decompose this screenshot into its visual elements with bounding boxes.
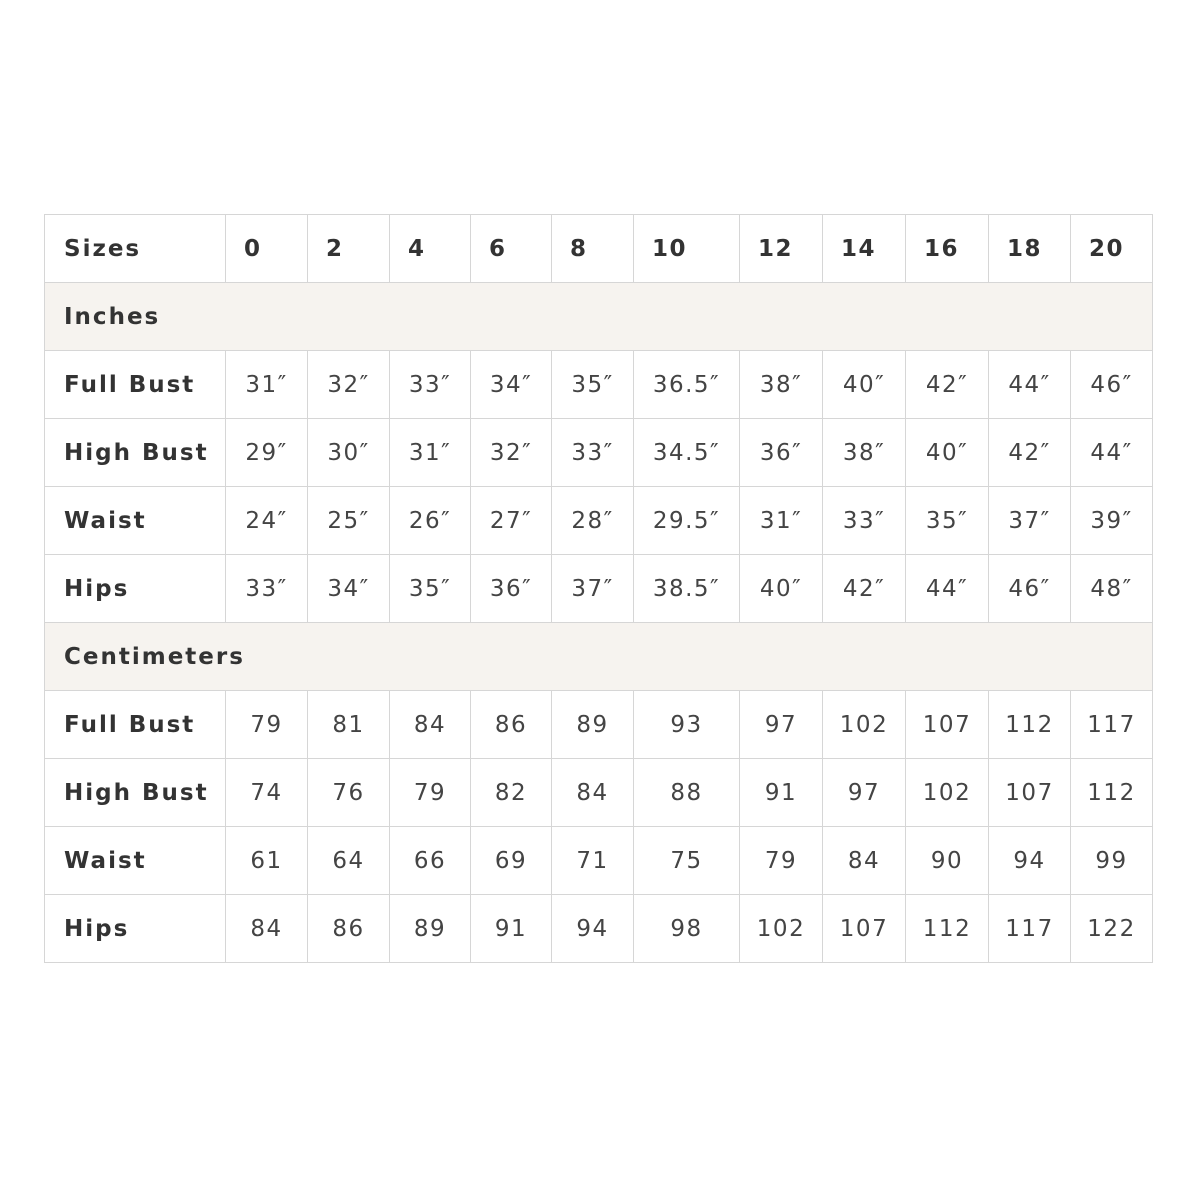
table-row xyxy=(45,487,1153,555)
size-header-cell: 10 xyxy=(634,215,740,283)
table-cell: 44″ xyxy=(906,555,989,623)
table-cell: 38″ xyxy=(823,419,906,487)
table-cell: 37″ xyxy=(552,555,634,623)
table-row xyxy=(45,555,1153,623)
table-cell: 35″ xyxy=(390,555,471,623)
table-cell: 89 xyxy=(552,691,634,759)
size-header-cell: 0 xyxy=(226,215,308,283)
table-cell: 117 xyxy=(1071,691,1153,759)
table-cell: 75 xyxy=(634,827,740,895)
table-row xyxy=(45,895,1153,963)
table-cell: 84 xyxy=(823,827,906,895)
table-cell: 79 xyxy=(226,691,308,759)
table-cell: 117 xyxy=(989,895,1071,963)
row-label: Hips xyxy=(45,555,226,623)
table-cell: 86 xyxy=(308,895,390,963)
section-title-centimeters: Centimeters xyxy=(45,623,1153,691)
table-cell: 46″ xyxy=(1071,351,1153,419)
table-cell: 97 xyxy=(823,759,906,827)
size-header-cell: 2 xyxy=(308,215,390,283)
table-cell: 33″ xyxy=(823,487,906,555)
table-cell: 94 xyxy=(989,827,1071,895)
table-cell: 91 xyxy=(740,759,823,827)
table-cell: 66 xyxy=(390,827,471,895)
table-cell: 82 xyxy=(471,759,552,827)
row-label: Full Bust xyxy=(45,691,226,759)
table-cell: 61 xyxy=(226,827,308,895)
table-cell: 32″ xyxy=(308,351,390,419)
table-cell: 81 xyxy=(308,691,390,759)
table-cell: 102 xyxy=(823,691,906,759)
size-header-cell: 4 xyxy=(390,215,471,283)
table-cell: 90 xyxy=(906,827,989,895)
table-cell: 26″ xyxy=(390,487,471,555)
table-cell: 36″ xyxy=(740,419,823,487)
table-cell: 107 xyxy=(906,691,989,759)
table-cell: 31″ xyxy=(740,487,823,555)
size-header-cell: 16 xyxy=(906,215,989,283)
table-cell: 33″ xyxy=(390,351,471,419)
table-cell: 38″ xyxy=(740,351,823,419)
table-row xyxy=(45,759,1153,827)
table-cell: 37″ xyxy=(989,487,1071,555)
table-cell: 89 xyxy=(390,895,471,963)
table-cell: 40″ xyxy=(823,351,906,419)
table-cell: 48″ xyxy=(1071,555,1153,623)
table-cell: 35″ xyxy=(906,487,989,555)
table-row xyxy=(45,419,1153,487)
table-cell: 107 xyxy=(823,895,906,963)
section-row-inches xyxy=(45,283,1153,351)
table-cell: 102 xyxy=(906,759,989,827)
table-cell: 84 xyxy=(226,895,308,963)
table-cell: 31″ xyxy=(226,351,308,419)
table-cell: 25″ xyxy=(308,487,390,555)
table-cell: 29″ xyxy=(226,419,308,487)
table-cell: 34″ xyxy=(471,351,552,419)
table-cell: 102 xyxy=(740,895,823,963)
table-cell: 36.5″ xyxy=(634,351,740,419)
table-cell: 34.5″ xyxy=(634,419,740,487)
size-header-cell: 20 xyxy=(1071,215,1153,283)
sizes-header-row xyxy=(45,215,1153,283)
table-cell: 112 xyxy=(1071,759,1153,827)
table-cell: 71 xyxy=(552,827,634,895)
table-cell: 99 xyxy=(1071,827,1153,895)
table-row xyxy=(45,691,1153,759)
table-cell: 42″ xyxy=(906,351,989,419)
table-cell: 112 xyxy=(989,691,1071,759)
table-cell: 91 xyxy=(471,895,552,963)
table-cell: 38.5″ xyxy=(634,555,740,623)
row-label: Hips xyxy=(45,895,226,963)
sizes-header-label: Sizes xyxy=(45,215,226,283)
table-cell: 27″ xyxy=(471,487,552,555)
section-row-centimeters xyxy=(45,623,1153,691)
size-chart xyxy=(44,214,1152,963)
table-cell: 42″ xyxy=(989,419,1071,487)
table-cell: 36″ xyxy=(471,555,552,623)
table-cell: 79 xyxy=(740,827,823,895)
table-cell: 79 xyxy=(390,759,471,827)
table-cell: 84 xyxy=(390,691,471,759)
table-cell: 46″ xyxy=(989,555,1071,623)
table-cell: 31″ xyxy=(390,419,471,487)
table-cell: 107 xyxy=(989,759,1071,827)
table-cell: 40″ xyxy=(906,419,989,487)
table-cell: 29.5″ xyxy=(634,487,740,555)
size-header-cell: 14 xyxy=(823,215,906,283)
table-cell: 74 xyxy=(226,759,308,827)
table-cell: 97 xyxy=(740,691,823,759)
table-cell: 39″ xyxy=(1071,487,1153,555)
table-cell: 33″ xyxy=(552,419,634,487)
table-cell: 42″ xyxy=(823,555,906,623)
table-cell: 88 xyxy=(634,759,740,827)
table-cell: 33″ xyxy=(226,555,308,623)
table-cell: 98 xyxy=(634,895,740,963)
table-cell: 40″ xyxy=(740,555,823,623)
table-cell: 84 xyxy=(552,759,634,827)
section-title-inches: Inches xyxy=(45,283,1153,351)
row-label: Full Bust xyxy=(45,351,226,419)
row-label: Waist xyxy=(45,827,226,895)
table-cell: 28″ xyxy=(552,487,634,555)
table-cell: 30″ xyxy=(308,419,390,487)
table-cell: 86 xyxy=(471,691,552,759)
table-row xyxy=(45,827,1153,895)
table-cell: 44″ xyxy=(1071,419,1153,487)
table-cell: 35″ xyxy=(552,351,634,419)
size-header-cell: 18 xyxy=(989,215,1071,283)
table-cell: 64 xyxy=(308,827,390,895)
table-cell: 94 xyxy=(552,895,634,963)
row-label: High Bust xyxy=(45,759,226,827)
table-cell: 44″ xyxy=(989,351,1071,419)
table-cell: 24″ xyxy=(226,487,308,555)
row-label: High Bust xyxy=(45,419,226,487)
table-cell: 32″ xyxy=(471,419,552,487)
size-header-cell: 6 xyxy=(471,215,552,283)
table-row xyxy=(45,351,1153,419)
table-cell: 112 xyxy=(906,895,989,963)
table-cell: 122 xyxy=(1071,895,1153,963)
size-header-cell: 8 xyxy=(552,215,634,283)
size-header-cell: 12 xyxy=(740,215,823,283)
table-cell: 69 xyxy=(471,827,552,895)
row-label: Waist xyxy=(45,487,226,555)
table-cell: 76 xyxy=(308,759,390,827)
table-cell: 93 xyxy=(634,691,740,759)
size-table xyxy=(44,214,1153,963)
table-cell: 34″ xyxy=(308,555,390,623)
